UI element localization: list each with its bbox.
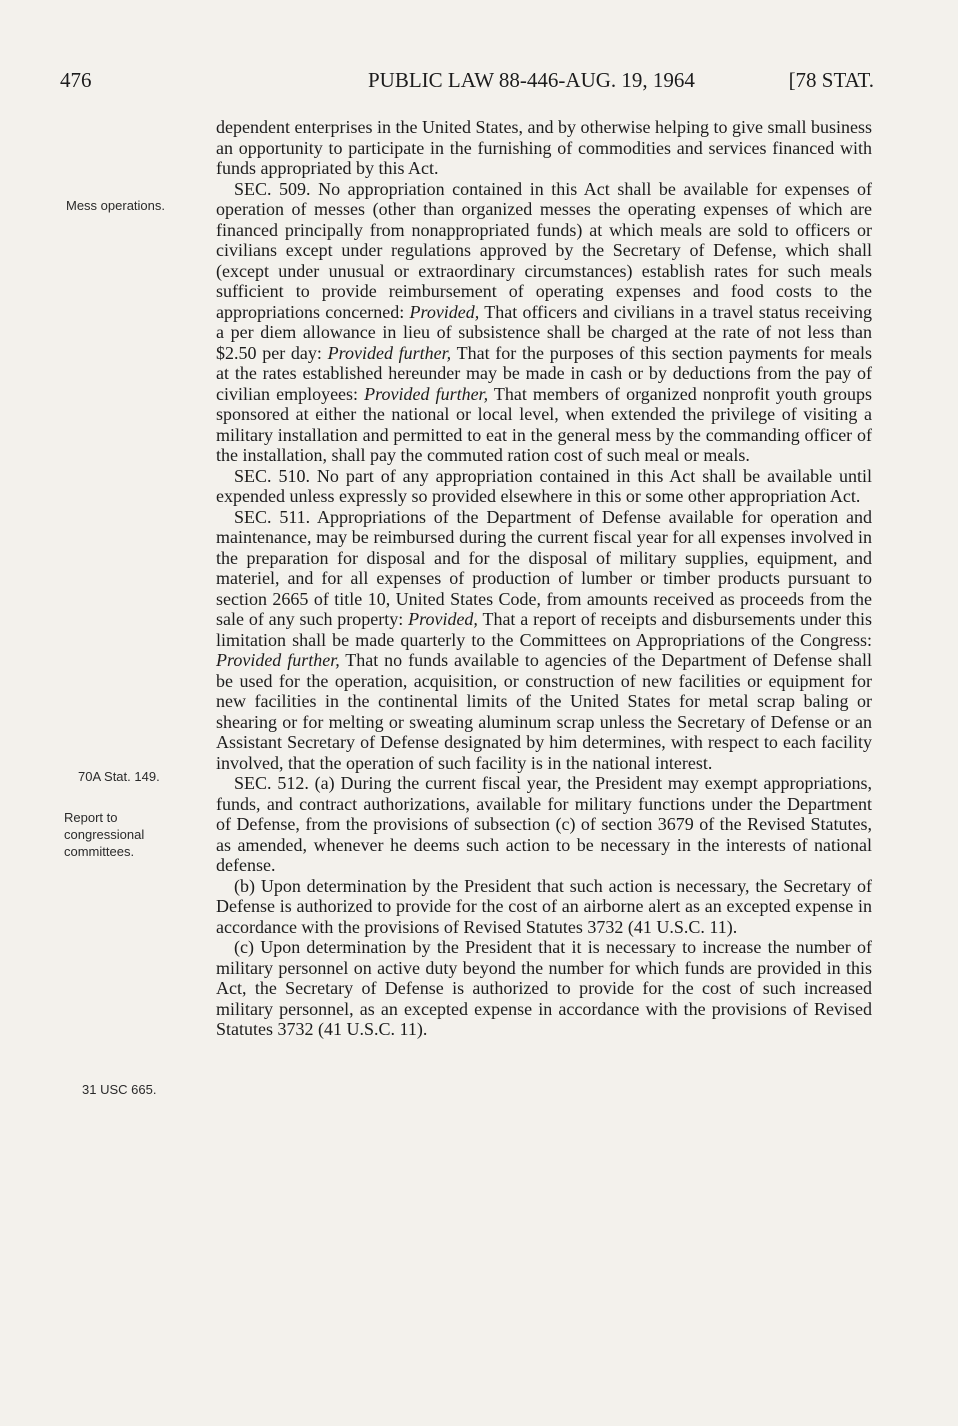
section-label: SEC. 509.: [234, 178, 311, 199]
section-511: [216, 507, 872, 774]
page-title: PUBLIC LAW 88-446-AUG. 19, 1964: [368, 68, 695, 92]
section-509: [216, 179, 872, 466]
section-text: No appropriation contained in this Act shall be available for expenses of operation of messes (other than organized messes the operating expenses of which are financed principally from nonappropriated funds) at which meals are sold to officers or civilians except under regulations approved by the Secretary of Defense, which shall (except under unusual or extraordinary circumstances) establish rates for such meals sufficient to provide reimbursement of operating expenses and food costs to the appropriations concerned:: [216, 178, 872, 322]
section-text: That members of organized nonprofit youth groups sponsored at either the national or local level, when extended the privilege of visiting a military installation and permitted to eat in the general mess by the commanding officer of the installation, shall pay the commuted ration cost of such meal or meals.: [216, 383, 872, 465]
proviso: Provided further,: [364, 383, 489, 404]
section-512: [216, 773, 872, 876]
margin-note-31-usc: 31 USC 665.: [82, 1082, 157, 1097]
section-text: That for the purposes of this section payments for meals at the rates established hereunder may be made in cash or by deductions from the pay of civilian employees:: [216, 342, 872, 404]
section-text: Appropriations of the Department of Defense available for operation and maintenance, may be reimbursed during the current fiscal year for all expenses involved in the preparation for disposal and for the disposal of military supplies, equipment, and materiel, and for all expenses of production of lumber or timber products pursuant to section 2665 of title 10, United States Code, from amounts received as proceeds from the sale of any such property:: [216, 506, 873, 629]
margin-note-mess-operations: Mess operations.: [66, 198, 165, 213]
page-number: 476: [60, 68, 92, 92]
margin-note-report: Report to congressional committees.: [64, 810, 145, 859]
section-text: That officers and civilians in a travel status receiving a per diem allowance in lieu of subsistence shall be charged at the rate of not less than $2.50 per day:: [216, 301, 872, 363]
section-text: That no funds available to agencies of the Department of Defense shall be used for the operation, acquisition, or construction of new facilities or equipment for new facilities in the continental limits of the United States for metal scrap baling or shearing or for melting or sweating aluminum scrap unless the Secretary of Defense or an Assistant Secretary of Defense designated by him determines, with respect to each facility involved, that the operation of such facility is in the national interest.: [216, 650, 872, 773]
statute-reference: [78 STAT.: [788, 68, 874, 92]
paragraph-continuation: dependent enterprises in the United States, and by otherwise helping to give small business an opportunity to participate in the furnishing of commodities and services financed with funds appropriated by this Act.: [216, 117, 872, 178]
proviso: Provided further,: [216, 650, 340, 670]
section-text: No part of any appropriation contained in this Act shall be available until expended unless expressly so provided elsewhere in this or some other appropriation Act.: [216, 465, 872, 506]
section-label: SEC. 511.: [234, 506, 311, 527]
section-text: (a) During the current fiscal year, the President may exempt appropriations, funds, and contract authorizations, available for military functions under the Department of Defense, from the provisions of subsection (c) of section 3679 of the Revised Statutes, as amended, whenever he deems such action to be necessary in the interests of national defense.: [216, 773, 872, 875]
section-510: [216, 466, 872, 507]
page-header: [60, 68, 874, 98]
section-512-c: (c) Upon determination by the President that it is necessary to increase the number of military personnel on active duty beyond the number for which funds are provided in this Act, the Secretary of Defense is authorized to provide for the cost of such increased military personnel, as an excepted expense in accordance with the provisions of Revised Statutes 3732 (41 U.S.C. 11).: [216, 937, 872, 1039]
margin-note-70a-stat: 70A Stat. 149.: [78, 769, 160, 784]
proviso: Provided,: [409, 301, 480, 322]
section-text: That a report of receipts and disbursements under this limitation shall be made quarterly to the Committees on Appropriations of the Congress:: [216, 609, 873, 650]
proviso: Provided further,: [327, 342, 452, 363]
section-label: SEC. 512.: [234, 773, 309, 793]
document-body: [216, 117, 872, 1040]
proviso: Provided,: [408, 609, 478, 629]
section-512-b: (b) Upon determination by the President that such action is necessary, the Secretary of Defense is authorized to provide for the cost of an airborne alert as an excepted expense in accordance with the provisions of Revised Statutes 3732 (41 U.S.C. 11).: [216, 875, 872, 937]
section-label: SEC. 510.: [234, 465, 310, 486]
